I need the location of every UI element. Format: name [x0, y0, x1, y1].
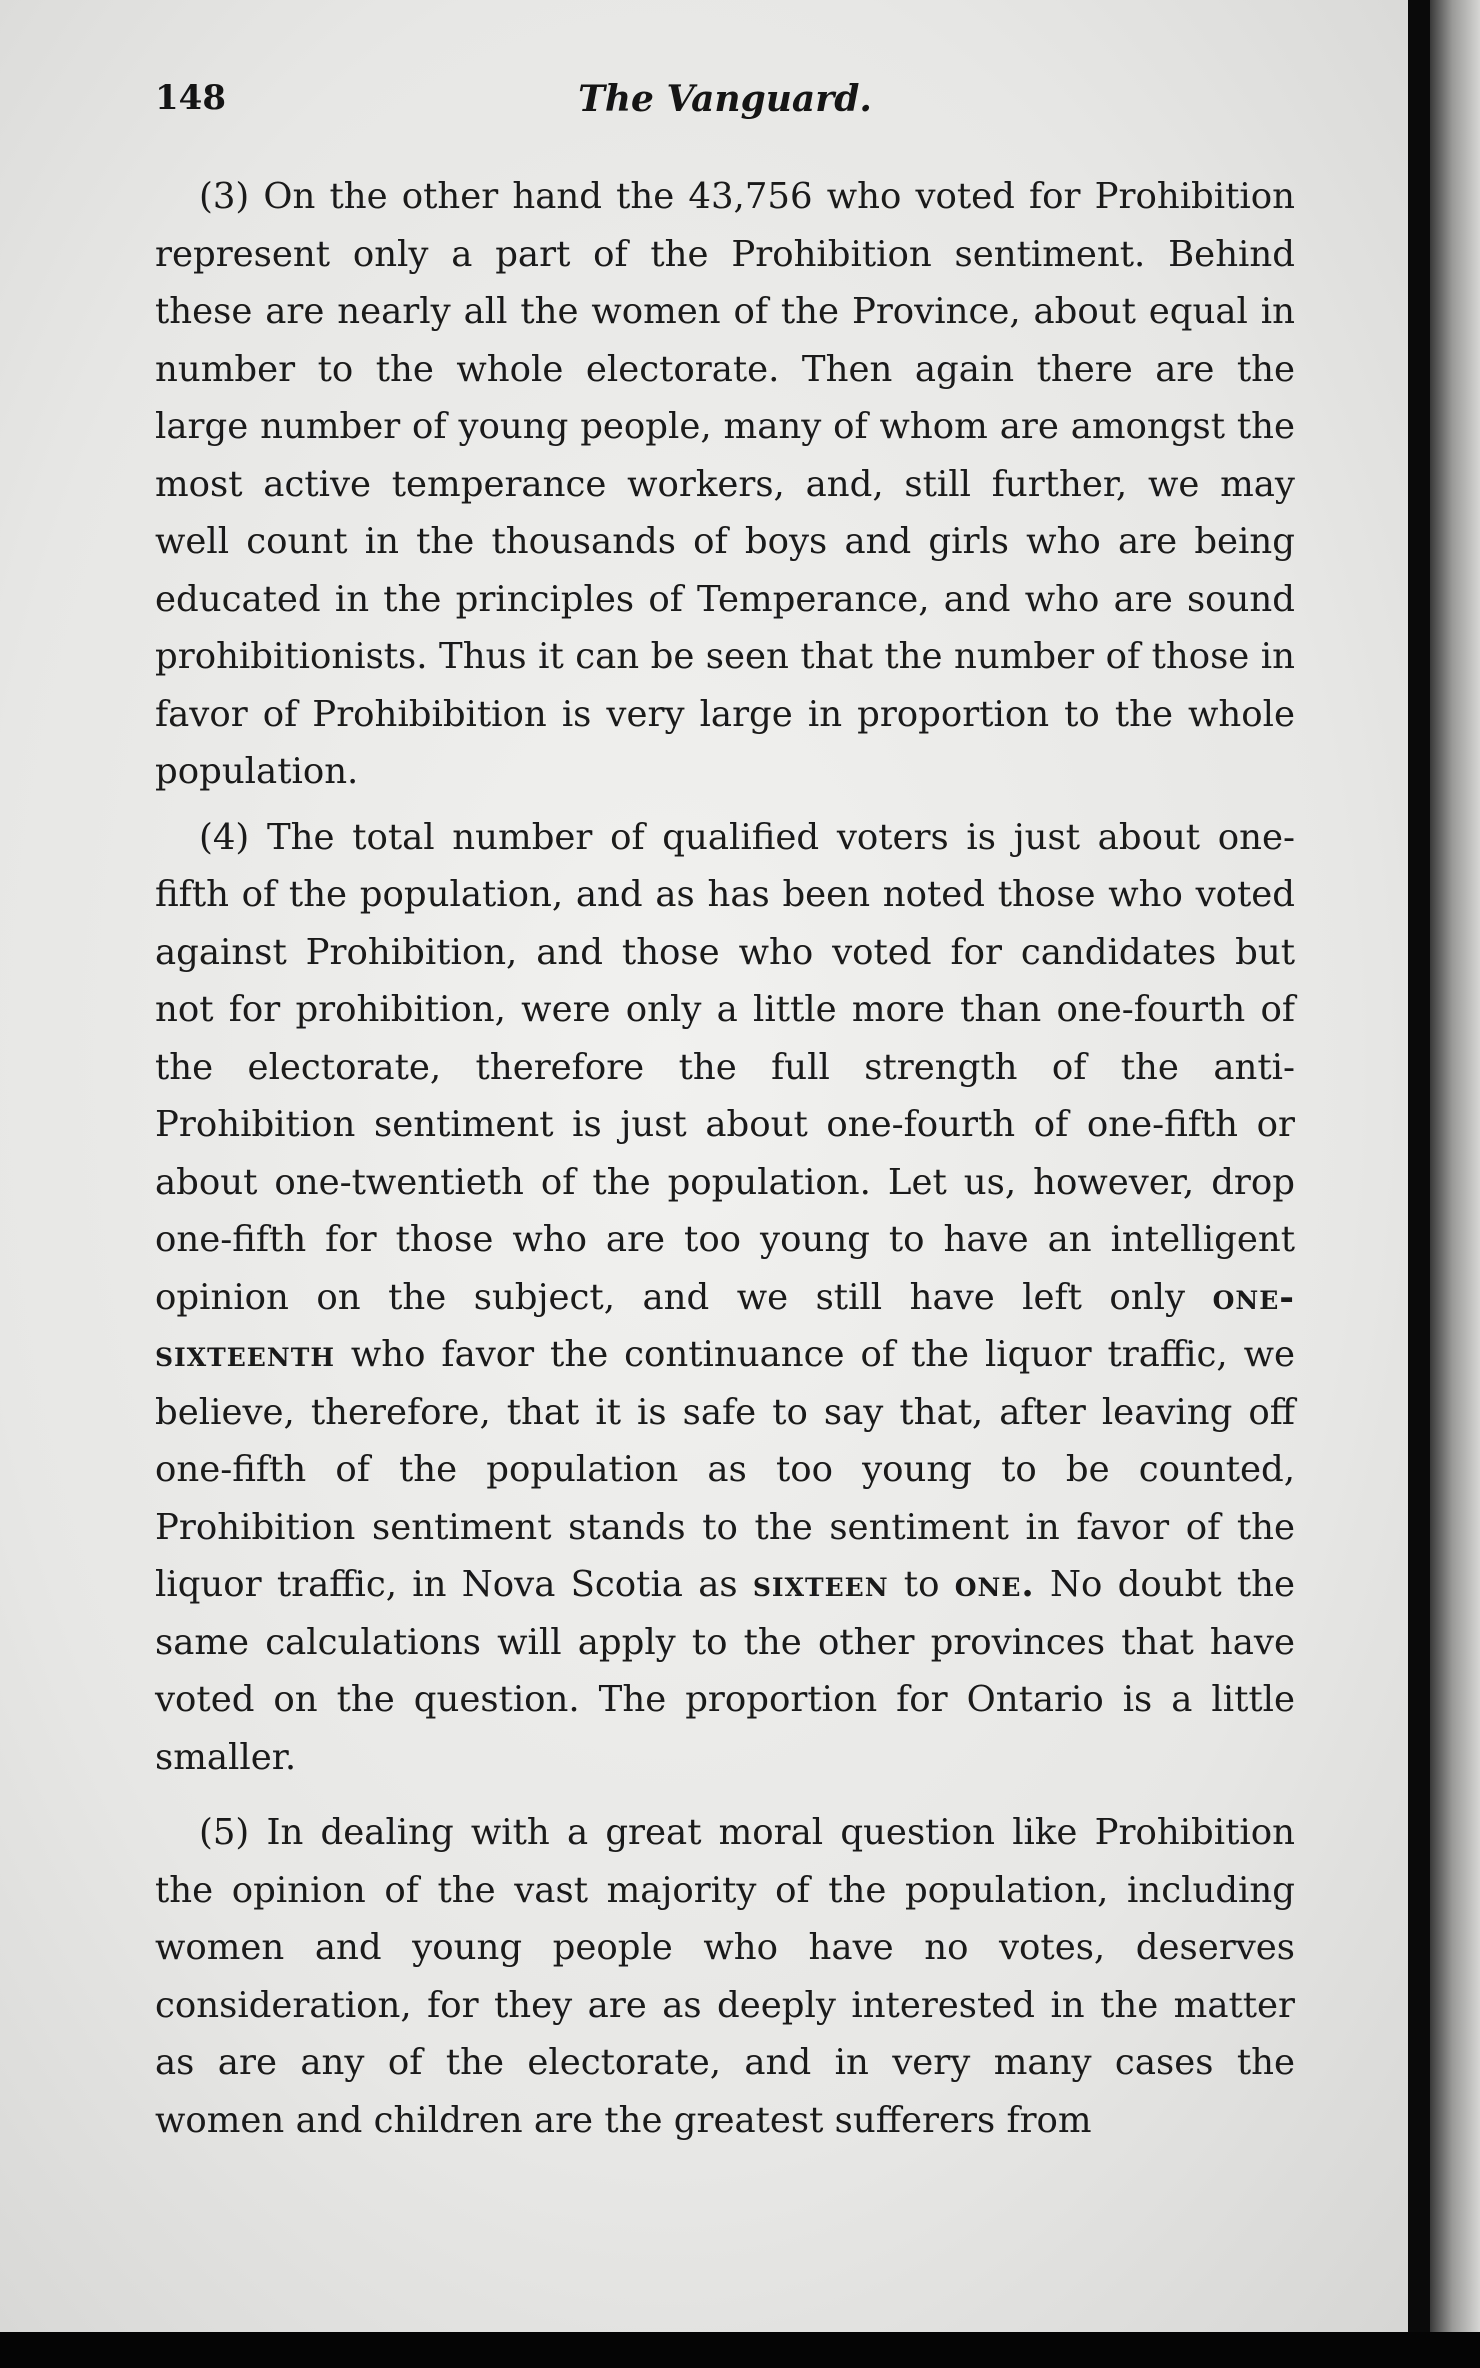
- emphasis-one-sixteenth: one-sixteenth: [155, 1276, 1295, 1375]
- paragraph-4-text-3: to: [903, 1564, 940, 1605]
- page-gutter-shadow: [1408, 0, 1430, 2368]
- paragraph-4-text-1: (4) The total number of qualified voters is just about one-fifth of the population, and as has been noted those who voted against Prohibition, and those who voted for candidates but not for prohibition, were only a little more than one-fourth of the electorate, therefore the full strength of the anti-Prohibition sentiment is just about one-fourth of one-fifth or about one-twentieth of the population. Let us, however, drop one-fifth for those who are too young to have an intelligent opinion on the subject, and we still have left only: [155, 816, 1295, 1318]
- page-edge: [1430, 0, 1480, 2368]
- paragraph-4-text-4: No doubt the same calculations will apply to the other provinces that have voted on the question. The proportion for Ontario is a little smaller.: [155, 1564, 1295, 1778]
- body-text: [155, 168, 1295, 2149]
- scan-border: [0, 2332, 1480, 2368]
- paragraph-3: (3) On the other hand the 43,756 who voted for Prohibition represent only a part of the Prohibition sentiment. Behind these are nearly all the women of the Province, about equal in number to the whole electorate. Then again there are the large number of young people, many of whom are amongst the most active temperance workers, and, still further, we may well count in the thousands of boys and girls who are being educated in the principles of Temperance, and who are sound prohibitionists. Thus it can be seen that the number of those in favor of Prohibibition is very large in proportion to the whole population.: [155, 176, 1295, 792]
- paragraph-5: (5) In dealing with a great moral question like Prohibition the opinion of the vast majority of the population, including women and young people who have no votes, deserves consideration, for they are as deeply interested in the matter as are any of the electorate, and in very many cases the women and children are the greatest sufferers from: [155, 1812, 1295, 2141]
- emphasis-one: one.: [954, 1564, 1035, 1605]
- page-header: [155, 70, 1295, 130]
- paragraph-4-text-2: who favor the continuance of the liquor traffic, we believe, therefore, that it is safe to say that, after leaving off one-fifth of the population as too young to be counted, Prohibition sentiment stands to the sentiment in favor of the liquor traffic, in Nova Scotia as: [155, 1334, 1295, 1605]
- running-title: The Vanguard.: [578, 78, 872, 120]
- paragraph-4: [155, 809, 1295, 1787]
- page-number: 148: [155, 78, 226, 118]
- emphasis-sixteen: sixteen: [752, 1564, 889, 1605]
